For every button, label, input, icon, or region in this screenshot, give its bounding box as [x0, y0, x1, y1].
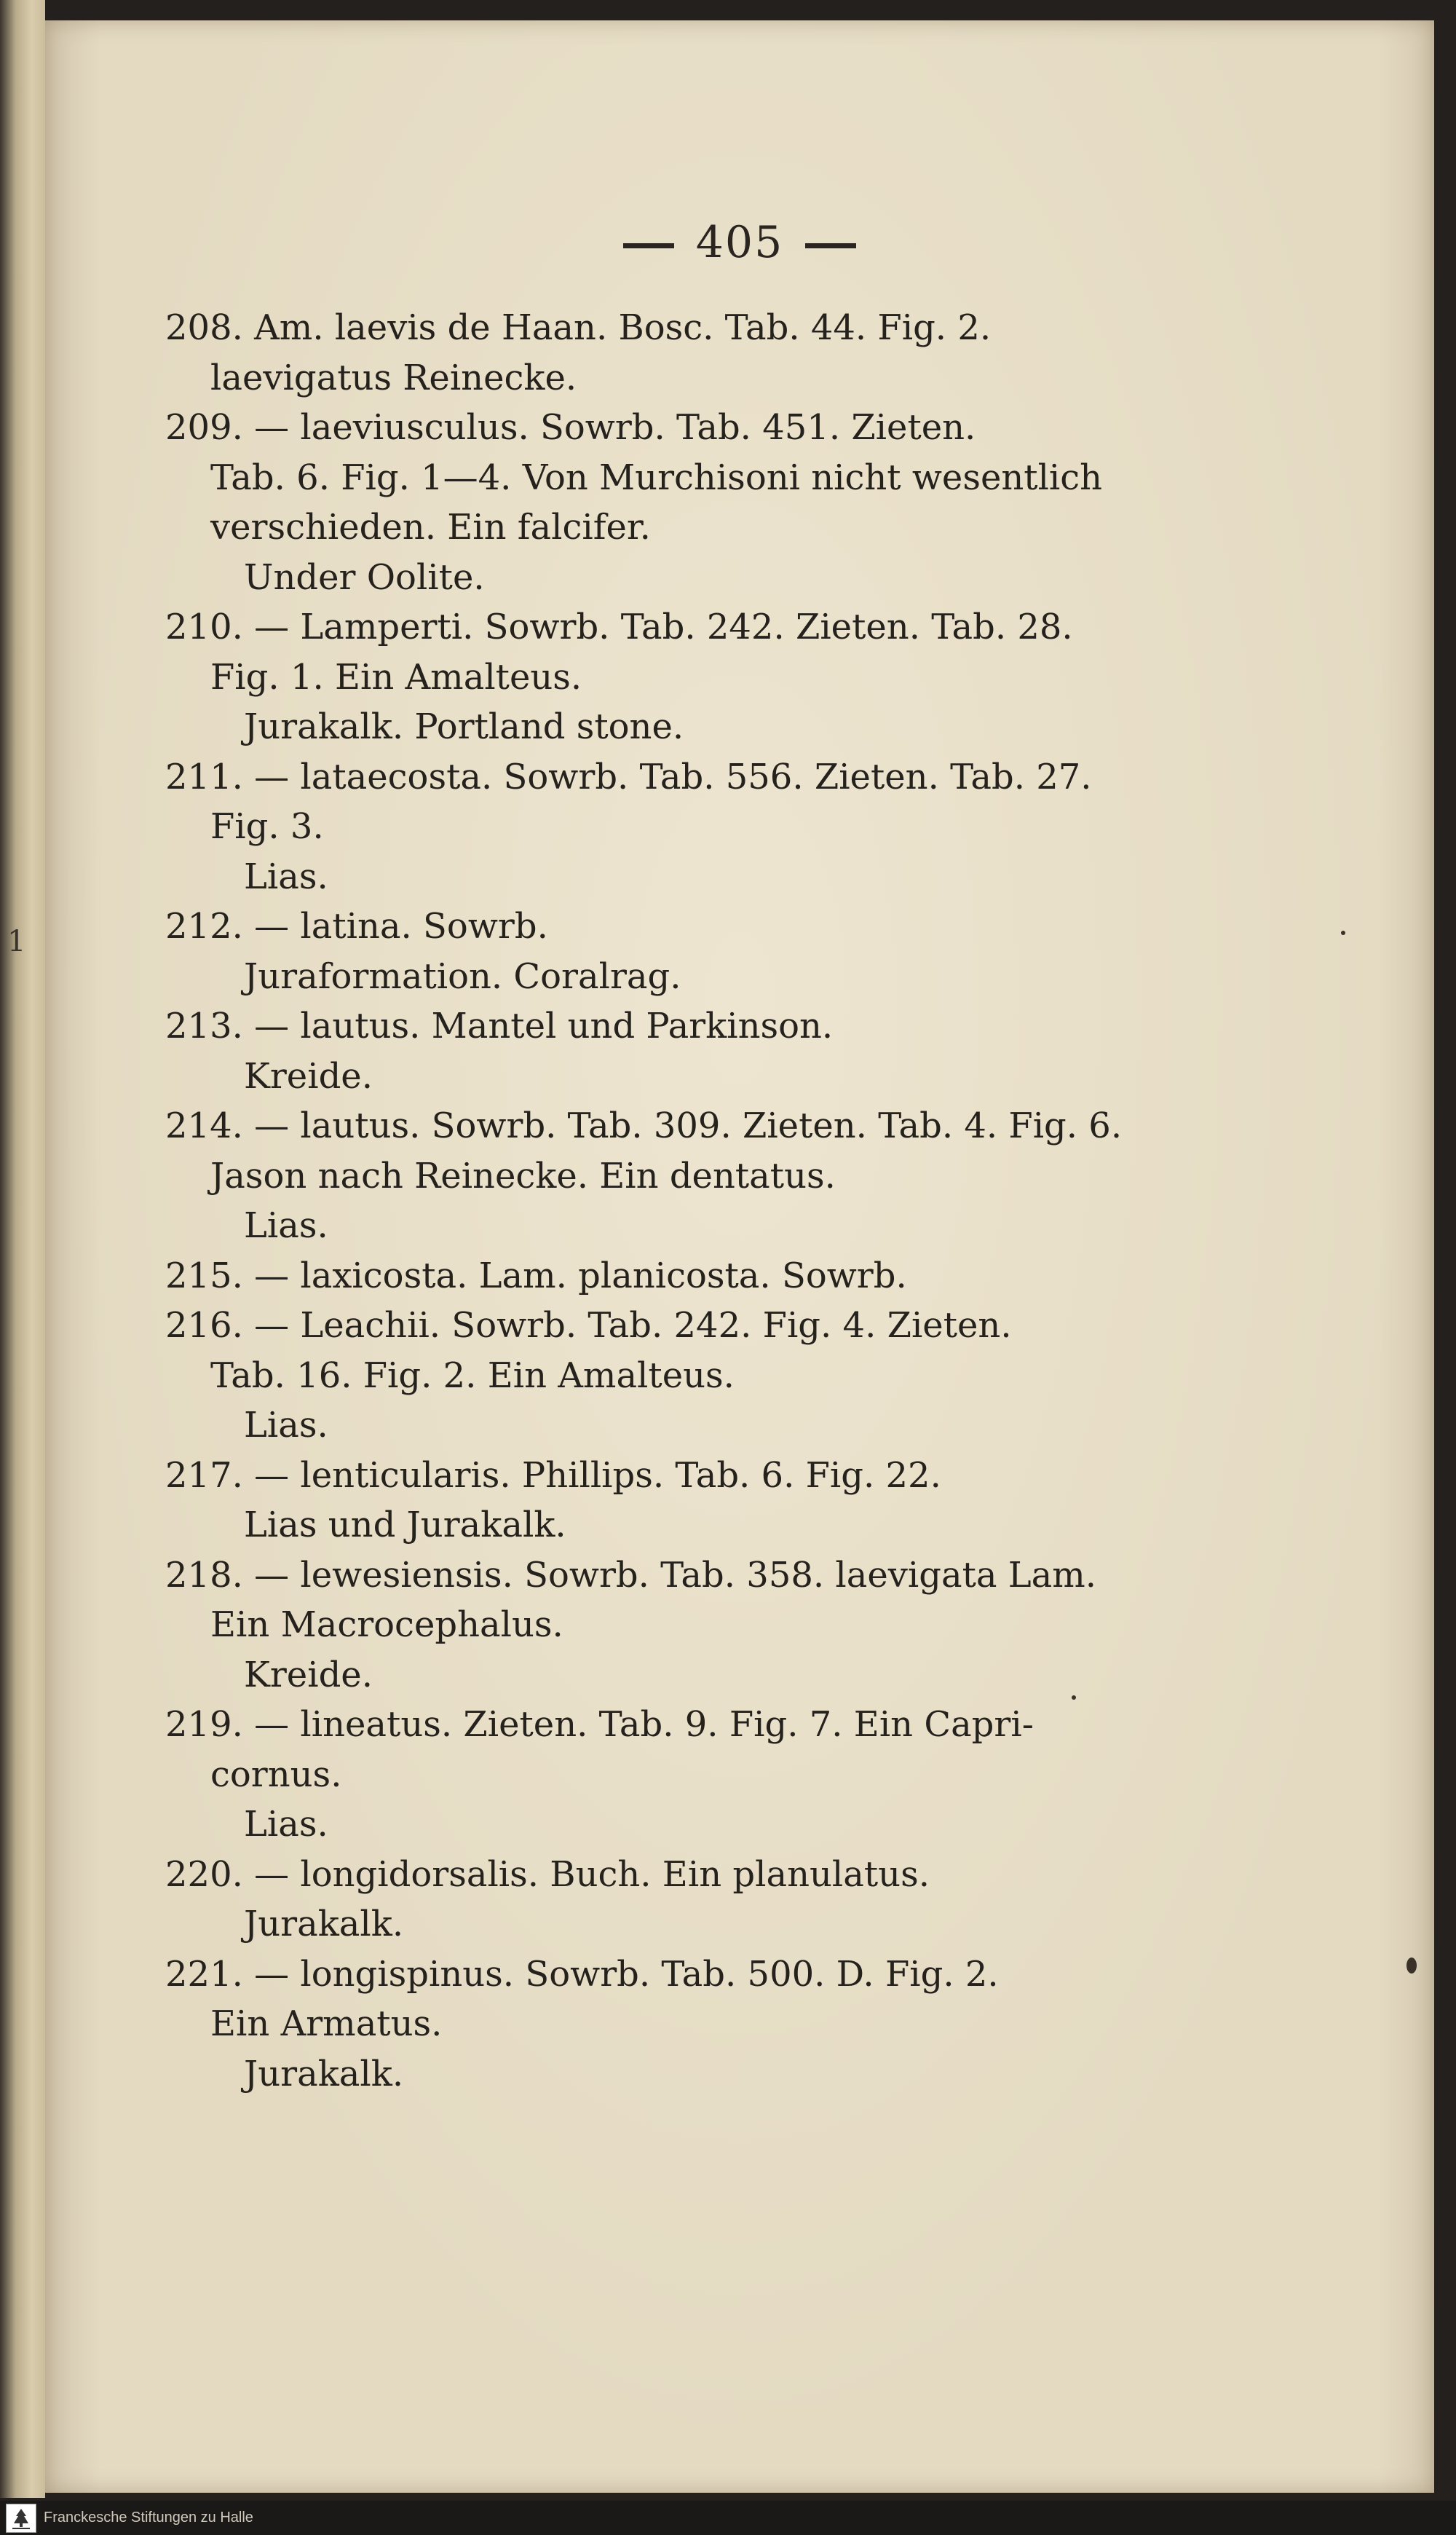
entry-heading-line: 218. — lewesiensis. Sowrb. Tab. 358. laevigata Lam. — [165, 1554, 1097, 1596]
entry-detail-line: Fig. 1. Ein Amalteus. — [210, 656, 582, 698]
book-page — [45, 20, 1434, 2493]
footer-credit: Franckesche Stiftungen zu Halle — [44, 2510, 253, 2526]
entry-heading-line: 214. — lautus. Sowrb. Tab. 309. Zieten. Tab. 4. Fig. 6. — [165, 1105, 1123, 1146]
entry-detail-line: Fig. 3. — [210, 806, 324, 847]
entry-detail-line: Jurakalk. — [244, 2053, 404, 2094]
catalog-entry — [165, 1949, 1257, 2100]
catalog-entry — [165, 1850, 1257, 1949]
paper-speck — [1406, 1958, 1417, 1974]
page-header — [45, 217, 1434, 268]
catalog-entry — [165, 1251, 1257, 1301]
entry-heading-line: 216. — Leachii. Sowrb. Tab. 242. Fig. 4. Zieten. — [165, 1305, 1012, 1346]
entry-heading-line: 220. — longidorsalis. Buch. Ein planulatus. — [165, 1853, 930, 1895]
entry-heading-line: 219. — lineatus. Zieten. Tab. 9. Fig. 7. Ein Capri- — [165, 1704, 1034, 1745]
entry-detail-line: Lias. — [244, 856, 328, 897]
entry-detail-line: Kreide. — [244, 1055, 373, 1097]
catalog-entry — [165, 1301, 1257, 1451]
entry-heading-line: 211. — lataecosta. Sowrb. Tab. 556. Zieten. Tab. 27. — [165, 756, 1092, 797]
entry-detail-line: verschieden. Ein falcifer. — [210, 507, 651, 548]
margin-mark: 1 — [7, 925, 26, 958]
entry-detail-line: Jason nach Reinecke. Ein dentatus. — [210, 1155, 836, 1196]
entry-heading-line: 210. — Lamperti. Sowrb. Tab. 242. Zieten. Tab. 28. — [165, 607, 1073, 647]
entry-detail-line: Lias und Jurakalk. — [244, 1505, 566, 1545]
entry-detail-line: Tab. 16. Fig. 2. Ein Amalteus. — [210, 1355, 735, 1396]
paper-speck — [1341, 931, 1345, 935]
catalog-entry — [165, 1451, 1257, 1550]
entry-detail-line: Tab. 6. Fig. 1—4. Von Murchisoni nicht wesentlich — [210, 457, 1103, 498]
book-spine — [0, 0, 45, 2498]
entry-detail-line: cornus. — [210, 1754, 342, 1795]
catalog-entry — [165, 403, 1257, 602]
catalog-entry — [165, 902, 1257, 1001]
entry-heading-line: 209. — laeviusculus. Sowrb. Tab. 451. Zieten. — [165, 407, 976, 448]
header-dash-right — [805, 243, 856, 248]
catalog-entry — [165, 1700, 1257, 1850]
entry-heading-line: 212. — latina. Sowrb. — [165, 906, 548, 947]
catalog-entry — [165, 303, 1257, 403]
entry-detail-line: Under Oolite. — [244, 556, 485, 598]
entry-detail-line: Lias. — [244, 1205, 328, 1246]
entry-detail-line: Ein Macrocephalus. — [210, 1604, 563, 1645]
page-number: 405 — [695, 217, 784, 268]
paper-speck — [1072, 1695, 1076, 1700]
entry-heading-line: 217. — lenticularis. Phillips. Tab. 6. Fig. 22. — [165, 1454, 941, 1496]
entry-detail-line: Lias. — [244, 1405, 328, 1446]
entry-detail-line: Ein Armatus. — [210, 2003, 443, 2044]
entry-detail-line: Kreide. — [244, 1654, 373, 1695]
entry-heading-line: 221. — longispinus. Sowrb. Tab. 500. D. Fig. 2. — [165, 1953, 999, 1995]
catalog-entry — [165, 602, 1257, 752]
catalog-entry — [165, 1550, 1257, 1700]
entry-heading-line: 208. Am. laevis de Haan. Bosc. Tab. 44. Fig. 2. — [165, 307, 992, 348]
header-dash-left — [623, 243, 674, 248]
entry-detail-line: laevigatus Reinecke. — [210, 357, 577, 398]
entry-detail-line: Jurakalk. Portland stone. — [244, 706, 684, 747]
entry-detail-line: Lias. — [244, 1804, 328, 1845]
entry-list — [165, 303, 1257, 2099]
catalog-entry — [165, 1001, 1257, 1101]
entry-heading-line: 215. — laxicosta. Lam. planicosta. Sowrb. — [165, 1255, 907, 1296]
catalog-entry — [165, 1101, 1257, 1251]
institution-logo-icon — [6, 2504, 36, 2533]
entry-detail-line: Juraformation. Coralrag. — [244, 955, 681, 997]
entry-heading-line: 213. — lautus. Mantel und Parkinson. — [165, 1006, 834, 1046]
entry-detail-line: Jurakalk. — [244, 1904, 404, 1944]
catalog-entry — [165, 752, 1257, 902]
